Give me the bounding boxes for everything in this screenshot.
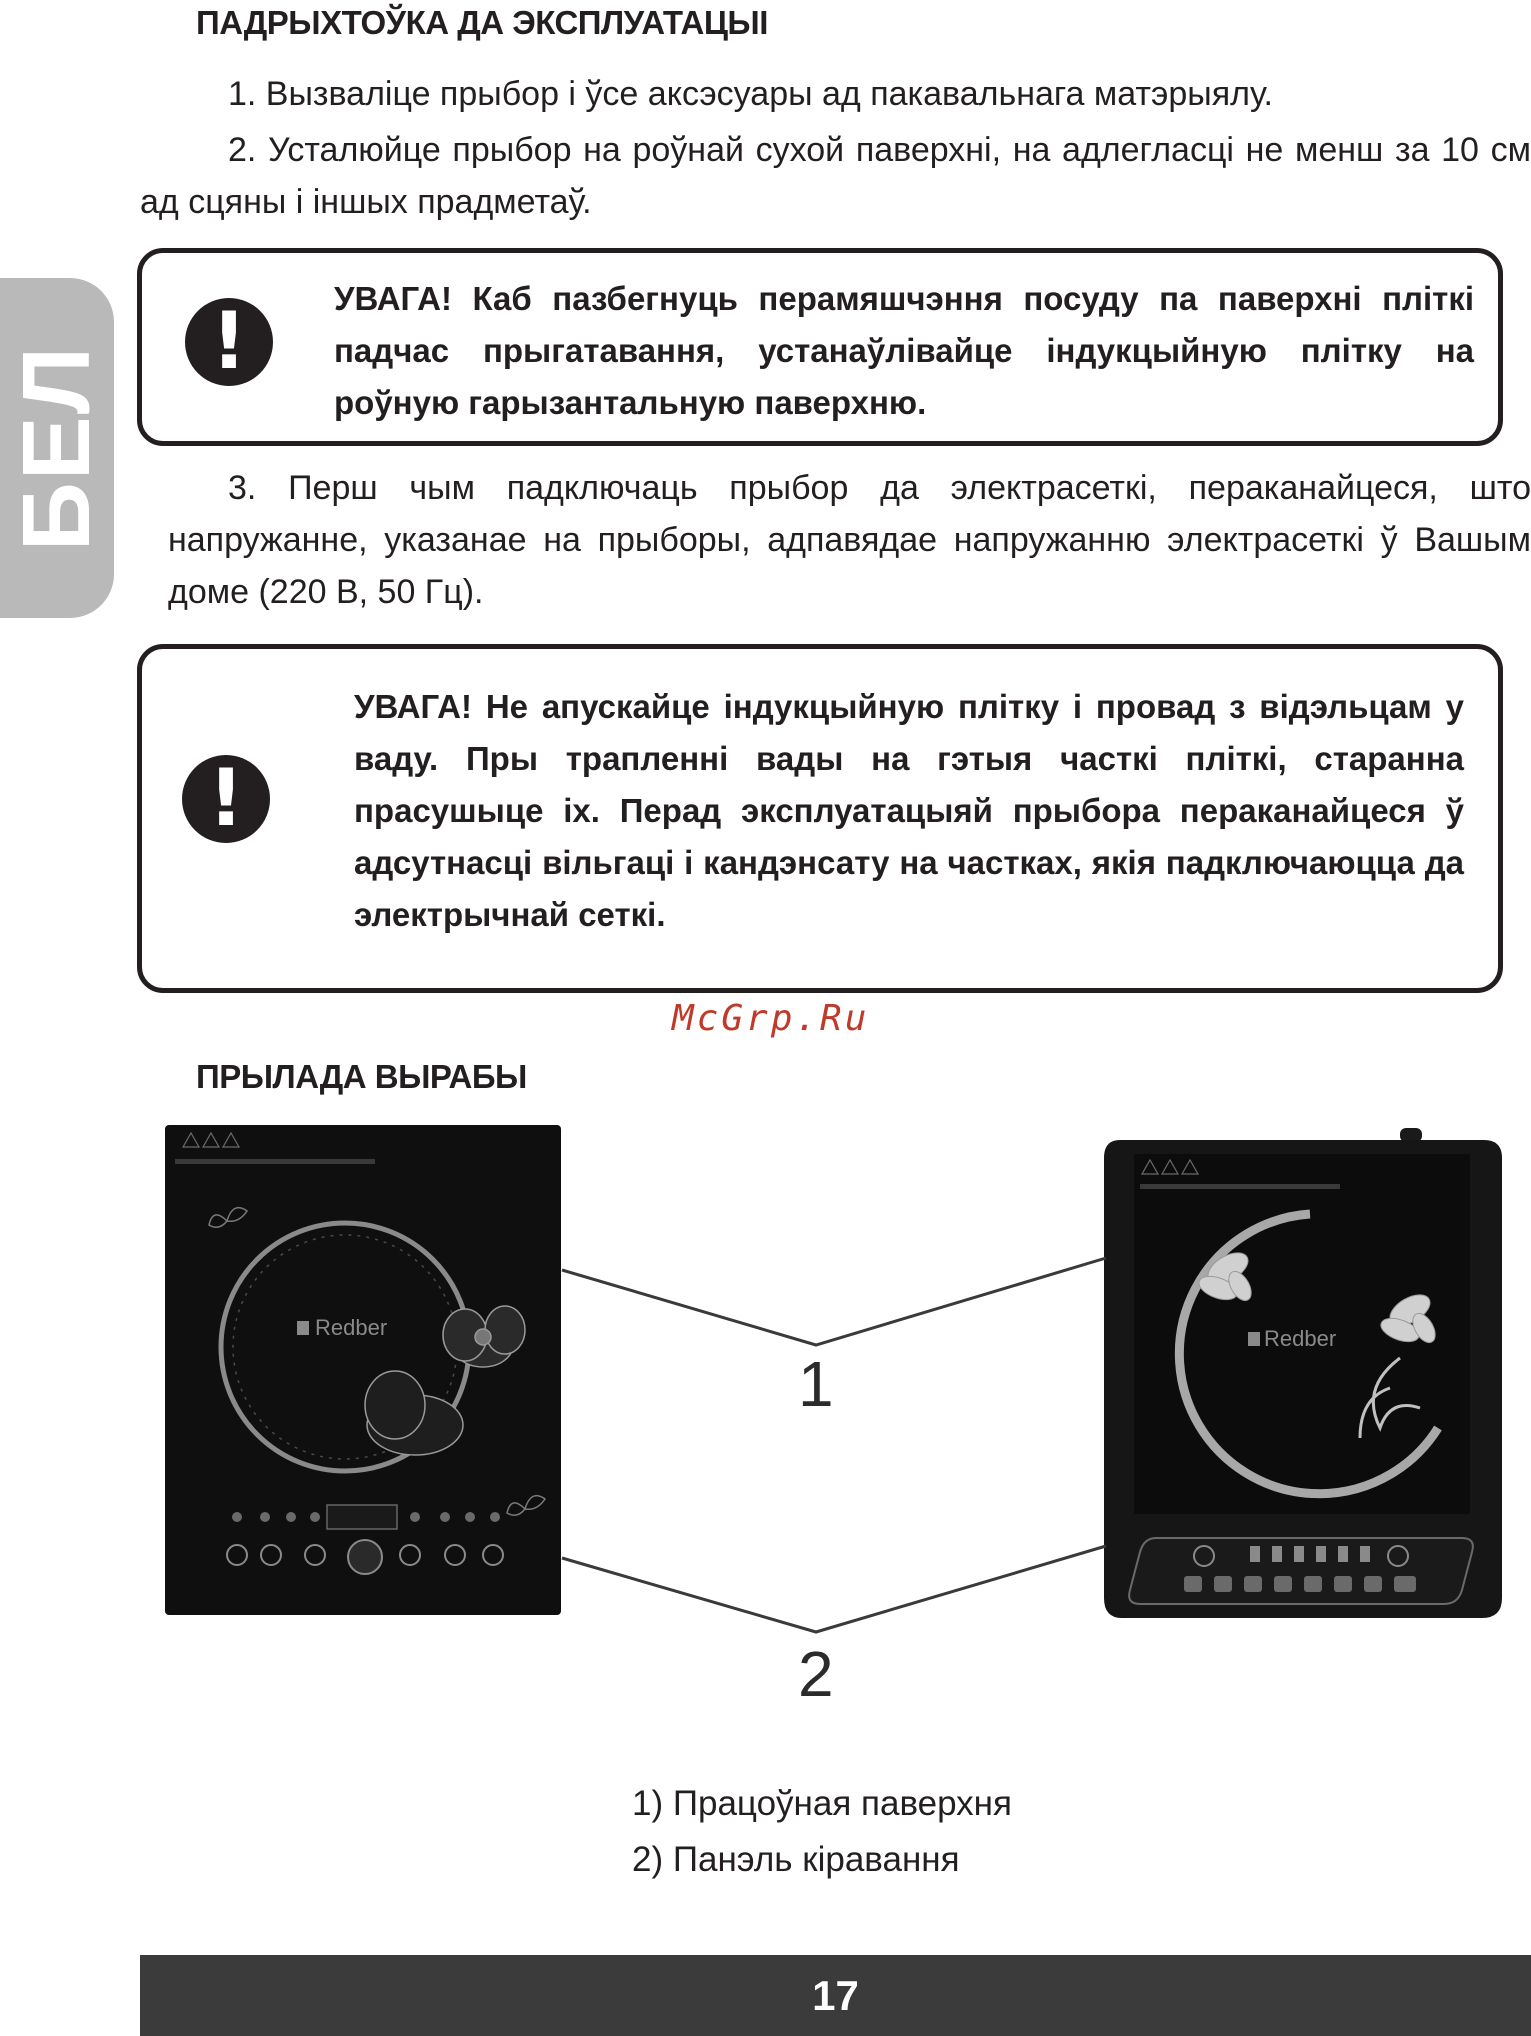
display-window — [327, 1505, 397, 1529]
step-3: 3. Перш чым падключаць прыбор да электрасеткі, пераканайцеся, што напружанне, указанае на прыборы, адпавядае напружанню электрасеткі ў Вашым доме (220 В, 50 Гц). — [168, 469, 1531, 611]
warning-text-water: УВАГА! Не апускайце індукцыйную плітку і провад з відэльцам у ваду. Пры трапленні вады на гэтыя часткі пліткі, старанна прасушыце іх. Перад эксплуатацыяй прыбора пераканайцеся ў адсутнасці вільгаці і кандэнсату на частках, якія падключаюцца да электрычнай сеткі. — [354, 688, 1464, 933]
warning-box-surface — [137, 248, 1503, 446]
brand-logo: Redber — [315, 1315, 388, 1340]
legend-item-2: 2) Панэль кіравання — [632, 1840, 960, 1879]
brand-logo: Redber — [1264, 1326, 1337, 1351]
exclamation-icon: ! — [182, 755, 270, 843]
page-number: 17 — [812, 1972, 859, 2019]
step-3-text — [168, 462, 1531, 618]
cooktop-left-image — [165, 1125, 561, 1615]
section-heading-device: ПРЫЛАДА ВЫРАБЫ — [196, 1058, 527, 1095]
callout-number-2: 2 — [798, 1638, 834, 1710]
step-2-text — [140, 124, 1531, 228]
brand-logo-icon — [297, 1321, 309, 1335]
callout-line-2 — [562, 1546, 1106, 1632]
legend-item-1: 1) Працоўная паверхня — [632, 1784, 1012, 1823]
step-1-text — [140, 68, 1531, 120]
exclamation-icon: ! — [185, 298, 273, 386]
warning-box-water — [137, 644, 1503, 993]
brand-logo-icon — [1248, 1332, 1260, 1346]
section-heading-preparation: ПАДРЫХТОЎКА ДА ЭКСПЛУАТАЦЫІ — [196, 4, 768, 41]
watermark: McGrp.Ru — [672, 998, 870, 1039]
warning-text-surface: УВАГА! Каб пазбегнуць перамяшчэння посуду па паверхні пліткі падчас прыгатавання, устанаўлівайце індукцыйную плітку на роўную гарызантальную паверхню. — [334, 280, 1474, 421]
cooktop-right-image — [1100, 1128, 1504, 1620]
language-tab-label: БЕЛ — [3, 344, 110, 552]
page-footer — [140, 1955, 1531, 2036]
callout-line-1 — [562, 1258, 1106, 1345]
step-1: 1. Вызваліце прыбор і ўсе аксэсуары ад пакавальнага матэрыялу. — [228, 75, 1273, 113]
step-2: 2. Усталюйце прыбор на роўнай сухой паверхні, на адлегласці не менш за 10 см ад сцяны і іншых прадметаў. — [140, 131, 1531, 221]
callout-number-1: 1 — [798, 1348, 834, 1420]
language-tab — [0, 278, 114, 618]
